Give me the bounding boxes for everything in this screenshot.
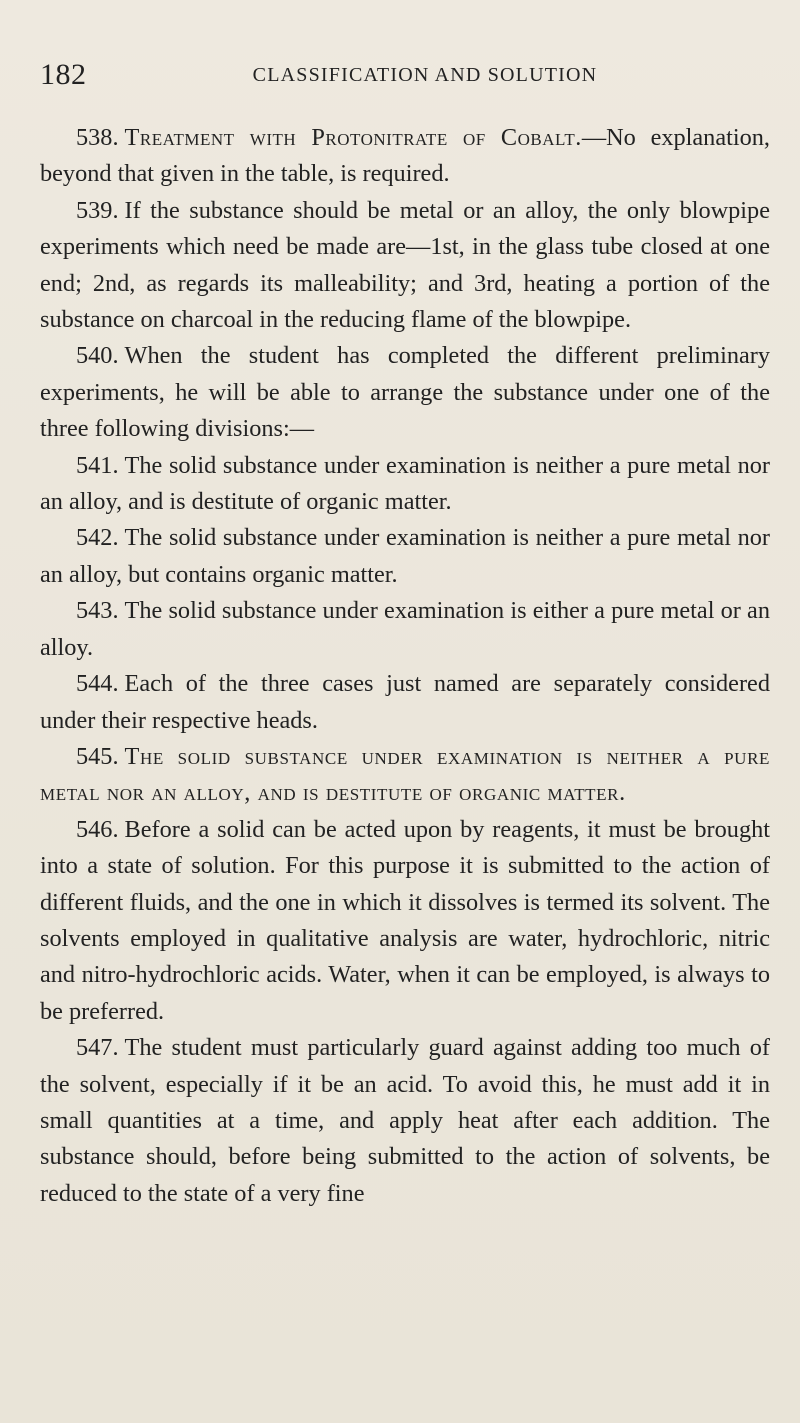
paragraph-number: 543. (76, 597, 119, 625)
paragraph-number: 539. (76, 196, 119, 224)
paragraph-538 (40, 120, 770, 193)
running-title: CLASSIFICATION AND SOLUTION (252, 64, 598, 86)
paragraph-text: If the substance should be metal or an alloy, the only blowpipe experiments which need be made are—1st, in the glass tube closed at one end; 2nd, as regards its malleability; and 3rd, heating a portion of the substance on charcoal in the reducing flame of the blowpipe. (40, 196, 770, 334)
paragraph-text: The solid substance under examination is either a pure metal or an alloy. (40, 597, 770, 661)
paragraph-542 (40, 520, 770, 593)
page-number: 182 (40, 58, 87, 91)
section-heading: The solid substance under examination is neither a pure metal nor an alloy, and is destitute of organic matter. (40, 742, 770, 807)
paragraph-heading: Treatment with Protonitrate of Cobalt. (124, 124, 582, 151)
paragraph-number: 546. (76, 815, 119, 843)
paragraph-text: Before a solid can be acted upon by reagents, it must be brought into a state of solution. For this purpose it is submitted to the action of different fluids, and the one in which it dissolves is termed its solvent. The solvents employed in qualitative analysis are water, hydrochloric, nitric and nitro-hydrochloric acids. Water, when it can be employed, is always to be preferred. (40, 815, 770, 1025)
paragraph-545 (40, 739, 770, 812)
paragraph-number: 547. (76, 1034, 119, 1062)
paragraph-text: The student must particularly guard against adding too much of the solvent, especially if it be an acid. To avoid this, he must add it in small quantities at a time, and apply heat after each addition. The substance should, before being submitted to the action of solvents, be reduced to the state of a very fine (40, 1034, 770, 1207)
paragraph-text: The solid substance under examination is neither a pure metal nor an alloy, and is destitute of organic matter. (40, 451, 770, 516)
paragraph-text: The solid substance under examination is neither a pure metal nor an alloy, but contains organic matter. (40, 524, 770, 588)
paragraph-number: 542. (76, 524, 119, 552)
paragraph-number: 540. (76, 342, 119, 370)
paragraph-number: 541. (76, 451, 119, 479)
paragraph-541 (40, 448, 770, 521)
paragraph-text: When the student has completed the different preliminary experiments, he will be able to arrange the substance under one of the three following divisions:— (40, 342, 770, 443)
paragraph-547 (40, 1030, 770, 1212)
paragraph-number: 545. (76, 742, 119, 770)
page-header (40, 58, 770, 98)
paragraph-539 (40, 193, 770, 339)
paragraph-number: 538. (76, 124, 119, 151)
paragraph-546 (40, 812, 770, 1030)
paragraph-544 (40, 666, 770, 739)
paragraph-540 (40, 338, 770, 447)
paragraph-text: Each of the three cases just named are separately considered under their respective heads. (40, 670, 770, 734)
paragraph-text: —No explanation, beyond that given in the table, is required. (40, 124, 770, 188)
paragraph-number: 544. (76, 670, 119, 698)
paragraph-543 (40, 593, 770, 666)
body-text (40, 120, 770, 1212)
